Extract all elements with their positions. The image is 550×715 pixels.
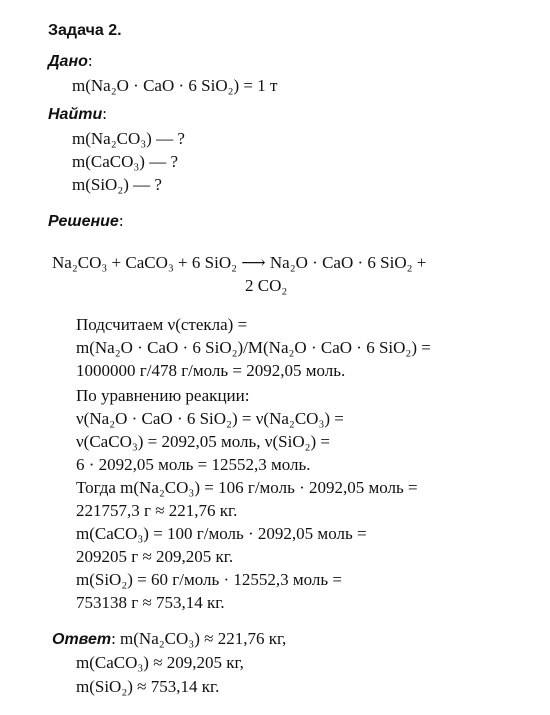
solution-line: m(Na₂O · CaO · 6 SiO₂)/M(Na₂O · CaO · 6 SiO₂) = (76, 338, 431, 357)
given-heading (48, 50, 93, 73)
solution-line: 1000000 г/478 г/моль = 2092,05 моль. (76, 361, 346, 380)
solution-line: Подсчитаем ν(стекла) = (76, 315, 248, 334)
find-colon: : (102, 104, 107, 123)
answer-first-line (52, 628, 286, 651)
solution-line: 753138 г ≈ 753,14 кг. (76, 593, 225, 612)
reaction-equation: Na₂CO₃ + CaCO₃ + 6 SiO₂ ⟶ Na₂O · CaO · 6 SiO₂ + (52, 253, 427, 272)
given-colon: : (87, 51, 93, 70)
solution-line: Тогда m(Na₂CO₃) = 106 г/моль · 2092,05 моль = (76, 478, 418, 497)
solution-line: По уравнению реакции: (76, 386, 250, 405)
solution-colon: : (118, 211, 124, 230)
find-heading (48, 103, 107, 126)
find-line: m(CaCO₃) — ? (72, 152, 179, 171)
solution-line: ν(CaCO₃) = 2092,05 моль, ν(SiO₂) = (76, 432, 331, 451)
solution-line: 6 · 2092,05 моль = 12552,3 моль. (76, 455, 311, 474)
answer-colon: : (111, 629, 116, 648)
solution-line: 209205 г ≈ 209,205 кг. (76, 547, 234, 566)
problem-title: Задача 2. (48, 22, 122, 39)
find-line: m(Na₂CO₃) — ? (72, 129, 185, 148)
find-line: m(SiO₂) — ? (72, 175, 162, 194)
reaction-equation-continued: 2 CO₂ (245, 276, 288, 295)
solution-line: m(CaCO₃) = 100 г/моль · 2092,05 моль = (76, 524, 367, 543)
answer-line: m(Na₂CO₃) ≈ 221,76 кг, (120, 629, 287, 648)
answer-line: m(CaCO₃) ≈ 209,205 кг, (76, 653, 244, 672)
given-label: Дано (48, 53, 88, 70)
answer-label: Ответ (52, 631, 112, 648)
solution-line: m(SiO₂) = 60 г/моль · 12552,3 моль = (76, 570, 342, 589)
answer-line: m(SiO₂) ≈ 753,14 кг. (76, 677, 220, 696)
solution-line: 221757,3 г ≈ 221,76 кг. (76, 501, 238, 520)
solution-heading (48, 210, 124, 233)
find-label: Найти (48, 106, 103, 123)
solution-line: ν(Na₂O · CaO · 6 SiO₂) = ν(Na₂CO₃) = (76, 409, 344, 428)
given-line: m(Na₂O · CaO · 6 SiO₂) = 1 т (72, 76, 278, 95)
solution-label: Решение (48, 213, 119, 230)
